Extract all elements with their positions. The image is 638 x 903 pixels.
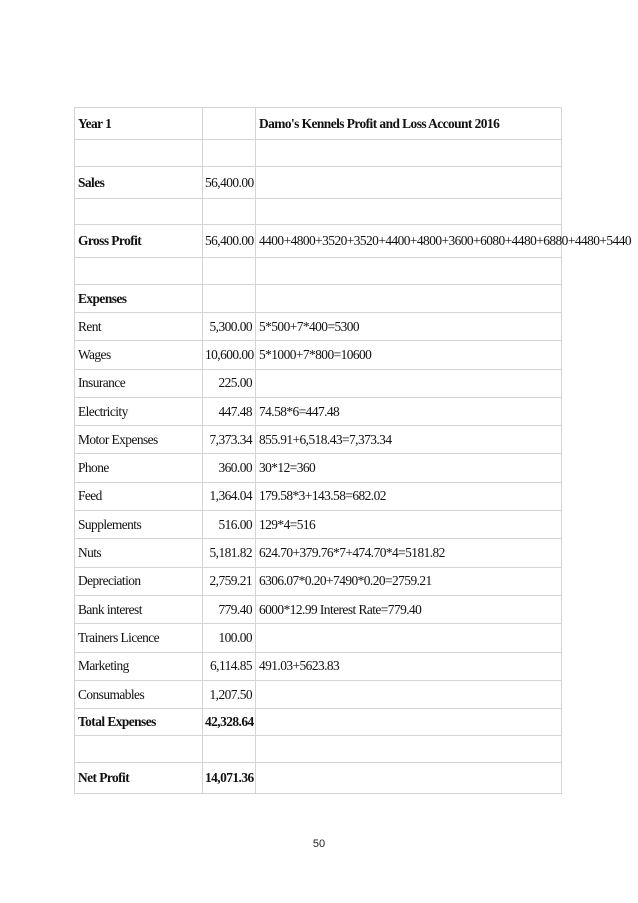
expense-label: Depreciation — [75, 567, 203, 595]
total-expenses-amount: 42,328.64 — [203, 709, 256, 736]
expense-amount: 360.00 — [203, 454, 256, 482]
expense-row — [75, 397, 562, 425]
expense-calc: 5*1000+7*800=10600 — [256, 341, 562, 369]
blank-row — [75, 736, 562, 763]
expense-amount: 5,181.82 — [203, 539, 256, 567]
net-profit-row — [75, 763, 562, 794]
expense-amount: 447.48 — [203, 397, 256, 425]
expense-amount: 779.40 — [203, 595, 256, 623]
expense-amount: 5,300.00 — [203, 313, 256, 341]
sales-label: Sales — [75, 167, 203, 199]
expense-calc: 6000*12.99 Interest Rate=779.40 — [256, 595, 562, 623]
expenses-heading: Expenses — [75, 285, 203, 313]
page-number: 50 — [312, 838, 326, 850]
expense-amount: 1,207.50 — [203, 680, 256, 708]
expense-calc: 6306.07*0.20+7490*0.20=2759.21 — [256, 567, 562, 595]
expense-label: Insurance — [75, 369, 203, 397]
expense-calc — [256, 680, 562, 708]
expense-row — [75, 369, 562, 397]
expense-label: Motor Expenses — [75, 426, 203, 454]
expense-label: Feed — [75, 482, 203, 510]
gross-profit-row — [75, 225, 562, 258]
expense-amount: 1,364.04 — [203, 482, 256, 510]
expense-label: Trainers Licence — [75, 624, 203, 652]
expense-row — [75, 680, 562, 708]
expense-label: Electricity — [75, 397, 203, 425]
profit-loss-table — [74, 107, 631, 794]
sales-amount: 56,400.00 — [203, 167, 256, 199]
expense-row — [75, 482, 562, 510]
expense-label: Consumables — [75, 680, 203, 708]
sales-row — [75, 167, 562, 199]
expense-label: Marketing — [75, 652, 203, 680]
expenses-heading-row — [75, 285, 562, 313]
empty-cell — [203, 108, 256, 140]
expense-amount: 2,759.21 — [203, 567, 256, 595]
blank-row — [75, 140, 562, 167]
expense-amount: 7,373.34 — [203, 426, 256, 454]
header-row — [75, 108, 562, 140]
expense-calc — [256, 624, 562, 652]
gross-profit-label: Gross Profit — [75, 225, 203, 258]
expense-row — [75, 454, 562, 482]
expense-label: Rent — [75, 313, 203, 341]
expense-amount: 516.00 — [203, 511, 256, 539]
expense-amount: 6,114.85 — [203, 652, 256, 680]
net-profit-amount: 14,071.36 — [203, 763, 256, 794]
total-expenses-label: Total Expenses — [75, 709, 203, 736]
blank-row — [75, 199, 562, 225]
expense-row — [75, 595, 562, 623]
gross-profit-calc: 4400+4800+3520+3520+4400+4800+3600+6080+4480+6880+4480+5440 — [256, 225, 562, 258]
expense-row — [75, 539, 562, 567]
expense-row — [75, 341, 562, 369]
blank-row — [75, 258, 562, 285]
expense-label: Phone — [75, 454, 203, 482]
expense-row — [75, 624, 562, 652]
expense-row — [75, 426, 562, 454]
expense-row — [75, 567, 562, 595]
expense-calc: 5*500+7*400=5300 — [256, 313, 562, 341]
expense-calc: 179.58*3+143.58=682.02 — [256, 482, 562, 510]
expense-calc: 74.58*6=447.48 — [256, 397, 562, 425]
expense-label: Supplements — [75, 511, 203, 539]
expense-calc — [256, 369, 562, 397]
expense-label: Nuts — [75, 539, 203, 567]
expense-calc: 129*4=516 — [256, 511, 562, 539]
sheet-title: Damo's Kennels Profit and Loss Account 2016 — [256, 108, 562, 140]
expense-amount: 225.00 — [203, 369, 256, 397]
expense-row — [75, 313, 562, 341]
gross-profit-amount: 56,400.00 — [203, 225, 256, 258]
expense-row — [75, 511, 562, 539]
expense-calc: 491.03+5623.83 — [256, 652, 562, 680]
expense-label: Wages — [75, 341, 203, 369]
net-profit-label: Net Profit — [75, 763, 203, 794]
expense-amount: 10,600.00 — [203, 341, 256, 369]
year-label: Year 1 — [75, 108, 203, 140]
expense-amount: 100.00 — [203, 624, 256, 652]
expense-calc: 30*12=360 — [256, 454, 562, 482]
expense-calc: 624.70+379.76*7+474.70*4=5181.82 — [256, 539, 562, 567]
expense-calc: 855.91+6,518.43=7,373.34 — [256, 426, 562, 454]
expense-label: Bank interest — [75, 595, 203, 623]
expense-row — [75, 652, 562, 680]
total-expenses-row — [75, 709, 562, 736]
